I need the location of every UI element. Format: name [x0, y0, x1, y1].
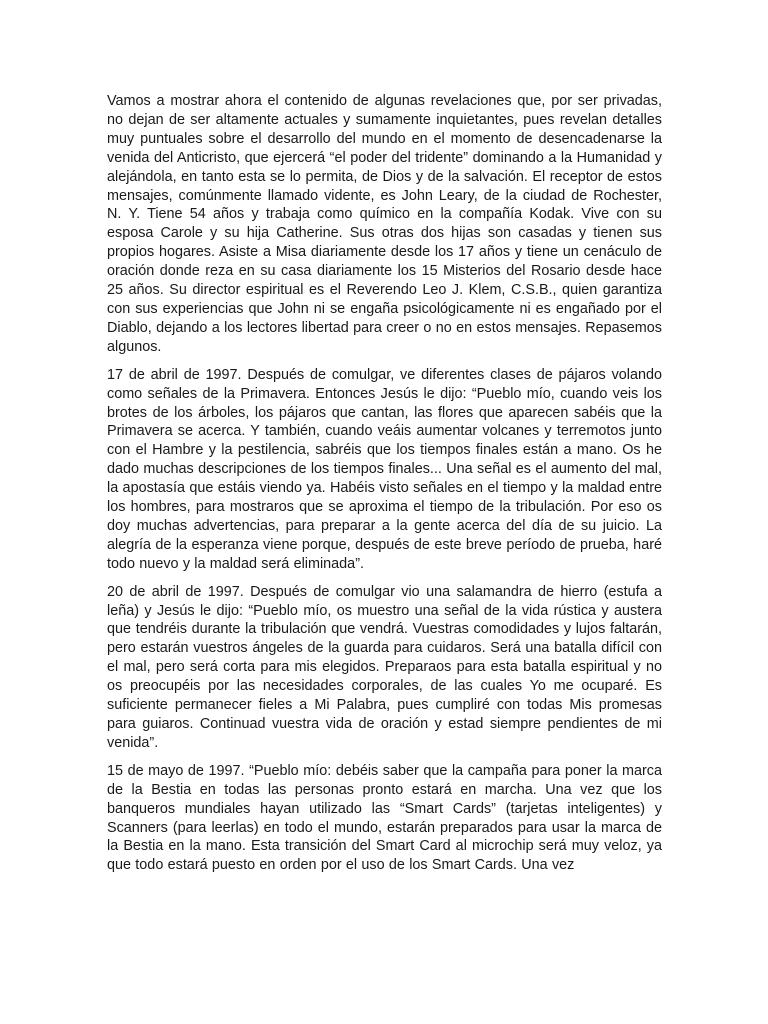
paragraph-april-17: 17 de abril de 1997. Después de comulgar, ve diferentes clases de pájaros volando como señales de la Primavera. Entonces Jesús le dijo: “Pueblo mío, cuando veis los brotes de los árboles, los pájaros que cantan, las flores que aparecen sabéis que la Primavera se acerca. Y también, cuando veáis aumentar volcanes y terremotos junto con el Hambre y la pestilencia, sabréis que los tiempos finales están a mano. Os he dado muchas descripciones de los tiempos finales... Una señal es el aumento del mal, la apostasía que estáis viendo ya. Habéis visto señales en el tiempo y la maldad entre los hombres, para mostraros que se aproxima el tiempo de la tribulación. Por eso os doy muchas advertencias, para preparar a la gente acerca del día de su juicio. La alegría de la esperanza viene porque, después de este breve período de prueba, haré todo nuevo y la maldad será eliminada”.: [107, 366, 662, 572]
paragraph-april-20: 20 de abril de 1997. Después de comulgar vio una salamandra de hierro (estufa a leña) y Jesús le dijo: “Pueblo mío, os muestro una señal de la vida rústica y austera que tendréis durante la tribulación que vendrá. Vuestras comodidades y lujos faltarán, pero estarán vuestros ángeles de la guarda para cuidaros. Será una batalla difícil con el mal, pero será corta para mis elegidos. Preparaos para esta batalla espiritual y no os preocupéis por las necesidades corporales, de las cuales Yo me ocuparé. Es suficiente permanecer fieles a Mi Palabra, pues cumpliré con todas Mis promesas para guiaros. Continuad vuestra vida de oración y estad siempre pendientes de mi venida”.: [107, 583, 662, 751]
document-page: [107, 92, 662, 884]
paragraph-may-15: 15 de mayo de 1997. “Pueblo mío: debéis saber que la campaña para poner la marca de la Bestia en todas las personas pronto estará en marcha. Una vez que los banqueros mundiales hayan utilizado las “Smart Cards” (tarjetas inteligentes) y Scanners (para leerlas) en todo el mundo, estarán preparados para usar la marca de la Bestia en la mano. Esta transición del Smart Card al microchip será muy veloz, ya que todo estará puesto en orden por el uso de los Smart Cards. Una vez: [107, 762, 662, 874]
paragraph-intro: Vamos a mostrar ahora el contenido de algunas revelaciones que, por ser privadas, no dejan de ser altamente actuales y sumamente inquietantes, pues revelan detalles muy puntuales sobre el desarrollo del mundo en el momento de desencadenarse la venida del Anticristo, que ejercerá “el poder del tridente” dominando a la Humanidad y alejándola, en tanto esta se lo permita, de Dios y de la salvación. El receptor de estos mensajes, comúnmente llamado vidente, es John Leary, de la ciudad de Rochester, N. Y. Tiene 54 años y trabaja como químico en la compañía Kodak. Vive con su esposa Carole y su hija Catherine. Sus otras dos hijas son casadas y tienen sus propios hogares. Asiste a Misa diariamente desde los 17 años y tiene un cenáculo de oración donde reza en su casa diariamente los 15 Misterios del Rosario desde hace 25 años. Su director espiritual es el Reverendo Leo J. Klem, C.S.B., quien garantiza con sus experiencias que John ni se engaña psicológicamente ni es engañado por el Diablo, dejando a los lectores libertad para creer o no en estos mensajes. Repasemos algunos.: [107, 93, 662, 355]
